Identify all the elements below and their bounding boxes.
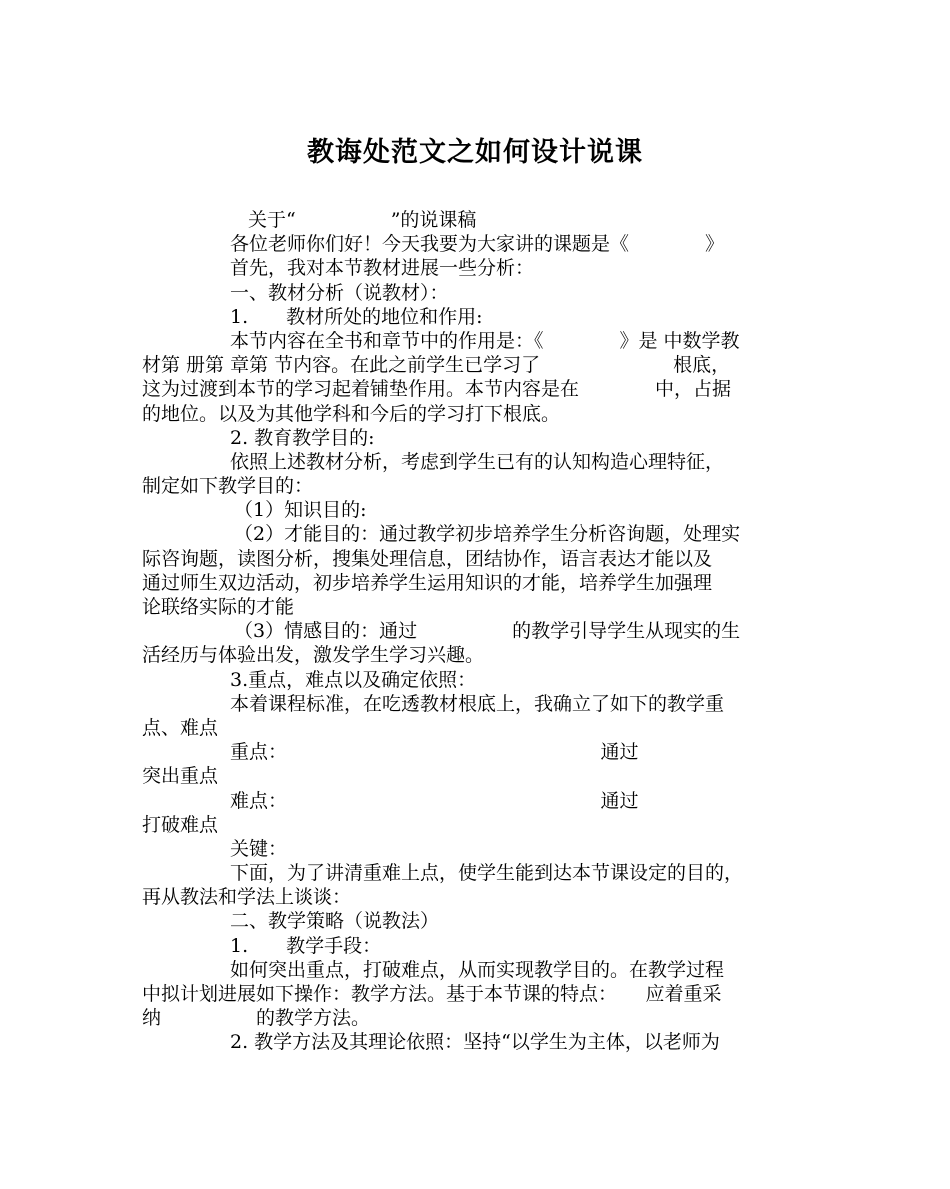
list-item: （2）才能目的：通过教学初步培养学生分析咨询题，处理实 xyxy=(234,523,741,546)
paragraph-line: 再从教法和学法上谈谈： xyxy=(142,886,352,909)
subsection-heading: 2. 教育教学目的: xyxy=(230,426,375,449)
paragraph-line: 的地位。以及为其他学科和今后的学习打下根底。 xyxy=(142,402,561,425)
section-heading: 一、教材分析（说教材）： xyxy=(230,281,449,304)
paragraph-line: 难点： 通过 xyxy=(230,789,639,812)
paragraph-line: 下面，为了讲清重难上点，使学生能到达本节课设定的目的， xyxy=(230,862,744,885)
paragraph-line: 点、难点 xyxy=(142,716,219,739)
paragraph-line: 关于“ ”的说课稿 xyxy=(248,209,477,231)
paragraph-line: 活经历与体验出发，激发学生学习兴趣。 xyxy=(142,644,485,667)
section-heading: 二、教学策略（说教法） xyxy=(230,910,440,933)
subsection-heading: 1. 教学手段： xyxy=(230,934,382,957)
paragraph-line: 关键： xyxy=(230,837,288,860)
paragraph-line: 本着课程标准，在吃透教材根底上，我确立了如下的教学重 xyxy=(230,692,725,715)
subsection-heading: 2. 教学方法及其理论依照：坚持“以学生为主体，以老师为 xyxy=(230,1031,720,1054)
subsection-heading: 3.重点，难点以及确定依照： xyxy=(230,668,477,691)
paragraph-line: 纳 的教学方法。 xyxy=(142,1007,371,1030)
paragraph-line: 各位老师你们好！今天我要为大家讲的课题是《 》 xyxy=(230,233,725,256)
paragraph-line: 这为过渡到本节的学习起着铺垫作用。本节内容是在 中，占据 xyxy=(142,378,732,401)
paragraph-line: 材第 册第 章第 节内容。在此之前学生已学习了 根底， xyxy=(142,354,731,377)
paragraph-line: 际咨询题，读图分析，搜集处理信息，团结协作，语言表达才能以及 xyxy=(142,547,713,570)
subsection-heading: 1. 教材所处的地位和作用: xyxy=(230,305,483,328)
paragraph-line: 本节内容在全书和章节中的作用是：《 》是 中数学教 xyxy=(230,329,740,352)
paragraph-line: 依照上述教材分析，考虑到学生已有的认知构造心理特征， xyxy=(230,450,725,473)
list-item: （3）情感目的：通过 的教学引导学生从现实的生 xyxy=(234,620,741,643)
paragraph-line: 打破难点 xyxy=(142,813,219,836)
paragraph-line: 制定如下教学目的： xyxy=(142,475,314,498)
paragraph-line: 论联络实际的才能 xyxy=(142,596,295,618)
document-body xyxy=(142,208,812,1055)
paragraph-line: 中拟计划进展如下操作：教学方法。基于本节课的特点： 应着重采 xyxy=(142,983,722,1005)
paragraph-line: 首先，我对本节教材进展一些分析： xyxy=(230,257,535,280)
paragraph-line: 突出重点 xyxy=(142,765,219,788)
document-title: 教诲处范文之如何设计说课 xyxy=(307,137,643,168)
paragraph-line: 如何突出重点，打破难点，从而实现教学目的。在教学过程 xyxy=(230,958,725,981)
paragraph-line: 重点： 通过 xyxy=(230,741,639,764)
list-item: （1）知识目的: xyxy=(234,499,367,522)
paragraph-line: 通过师生双边活动，初步培养学生运用知识的才能，培养学生加强理 xyxy=(142,571,713,594)
